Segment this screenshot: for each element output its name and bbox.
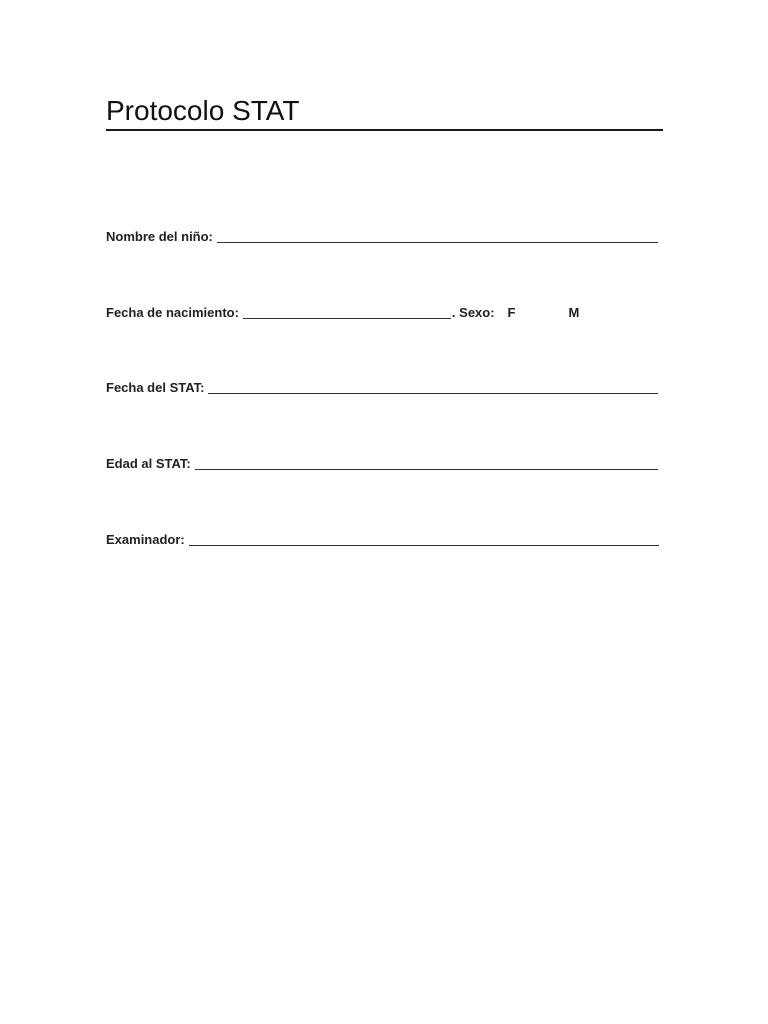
child-name-field <box>106 229 658 245</box>
age-at-stat-field <box>106 456 658 472</box>
sex-label: . Sexo: <box>451 305 495 320</box>
stat-date-field <box>106 380 658 396</box>
page-title: Protocolo STAT <box>106 95 300 126</box>
title-underline <box>106 129 663 131</box>
birth-date-label: Fecha de nacimiento: <box>106 305 239 320</box>
sex-option-m[interactable]: M <box>568 305 580 320</box>
birth-date-blank[interactable] <box>243 306 451 319</box>
examiner-label: Examinador: <box>106 532 185 547</box>
birth-date-field <box>106 305 579 321</box>
child-name-label: Nombre del niño: <box>106 229 213 244</box>
sex-option-f[interactable]: F <box>507 305 516 320</box>
age-at-stat-label: Edad al STAT: <box>106 456 191 471</box>
age-at-stat-blank[interactable] <box>195 457 658 470</box>
stat-date-label: Fecha del STAT: <box>106 380 205 395</box>
child-name-blank[interactable] <box>217 230 658 243</box>
examiner-field <box>106 532 659 548</box>
examiner-blank[interactable] <box>189 533 659 546</box>
stat-date-blank[interactable] <box>208 381 658 394</box>
